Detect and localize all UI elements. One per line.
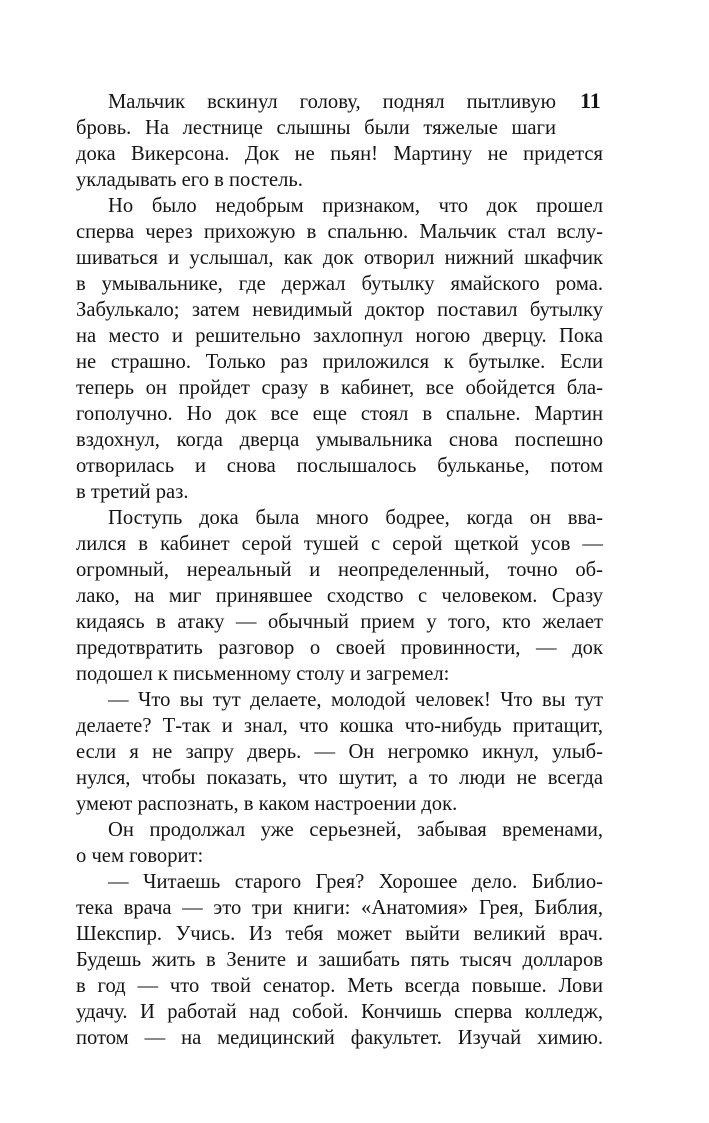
text-line: Шекспир. Учись. Из тебя может выйти великий врач. [76,923,603,945]
text-line: — Читаешь старого Грея? Хорошее дело. Библио- [108,871,603,893]
text-line: отворилась и снова послышалось бульканье, потом [76,455,603,477]
text-line: Забулькало; затем невидимый доктор поставил бутылку [76,299,603,321]
text-line: в год — что твой сенатор. Меть всегда повыше. Лови [76,975,603,997]
text-line: о чем говорит: [76,845,204,867]
text-line: Будешь жить в Зените и зашибать пять тысяч долларов [76,949,603,971]
text-line: шиваться и услышал, как док отворил нижний шкафчик [76,247,603,269]
text-line: лако, на миг принявшее сходство с человеком. Сразу [76,585,603,607]
text-line: подошел к письменному столу и загремел: [76,663,450,685]
text-line: потом — на медицинский факультет. Изучай химию. [76,1027,603,1049]
text-line: огромный, нереальный и неопределенный, точно об- [76,559,603,581]
text-line: если я не запру дверь. — Он негромко икнул, улыб- [76,741,603,763]
text-line: теперь он пройдет сразу в кабинет, все обойдется бла- [76,377,603,399]
text-line: — Что вы тут делаете, молодой человек! Что вы тут [108,689,603,711]
text-line: кидаясь в атаку — обычный прием у того, кто желает [76,611,603,633]
text-line: Он продолжал уже серьезней, забывая временами, [108,819,603,841]
text-line: удачу. И работай над собой. Кончишь сперва колледж, [76,1001,603,1023]
text-line: сперва через прихожую в спальню. Мальчик стал вслу- [76,221,603,243]
text-line: Но было недобрым признаком, что док прошел [108,195,603,217]
text-line: вздохнул, когда дверца умывальника снова поспешно [76,429,603,451]
text-line: Мальчик вскинул голову, поднял пытливую [108,91,556,113]
text-line: в умывальнике, где держал бутылку ямайского рома. [76,273,603,295]
text-line: гополучно. Но док все еще стоял в спальне. Мартин [76,403,603,425]
text-line: лился в кабинет серой тушей с серой щеткой усов — [76,533,603,555]
text-line: нулся, чтобы показать, что шутит, а то люди не всегда [76,767,603,789]
text-line: умеют распознать, в каком настроении док. [76,793,458,815]
text-line: предотвратить разговор о своей провинности, — док [76,637,603,659]
text-line: укладывать его в постель. [76,169,303,191]
text-line: Поступь дока была много бодрее, когда он вва- [108,507,603,529]
text-line: на место и решительно захлопнул ногою дверцу. Пока [76,325,603,347]
text-line: дока Викерсона. Док не пьян! Мартину не придется [76,143,603,165]
page-number: 11 [580,88,601,113]
text-line: в третий раз. [76,481,189,503]
text-line: тека врача — это три книги: «Анатомия» Грея, Библия, [76,897,603,919]
text-line: не страшно. Только раз приложился к бутылке. Если [76,351,603,373]
text-line: делаете? Т-так и знал, что кошка что-нибудь притащит, [76,715,603,737]
text-line: бровь. На лестнице слышны были тяжелые шаги [76,117,556,139]
